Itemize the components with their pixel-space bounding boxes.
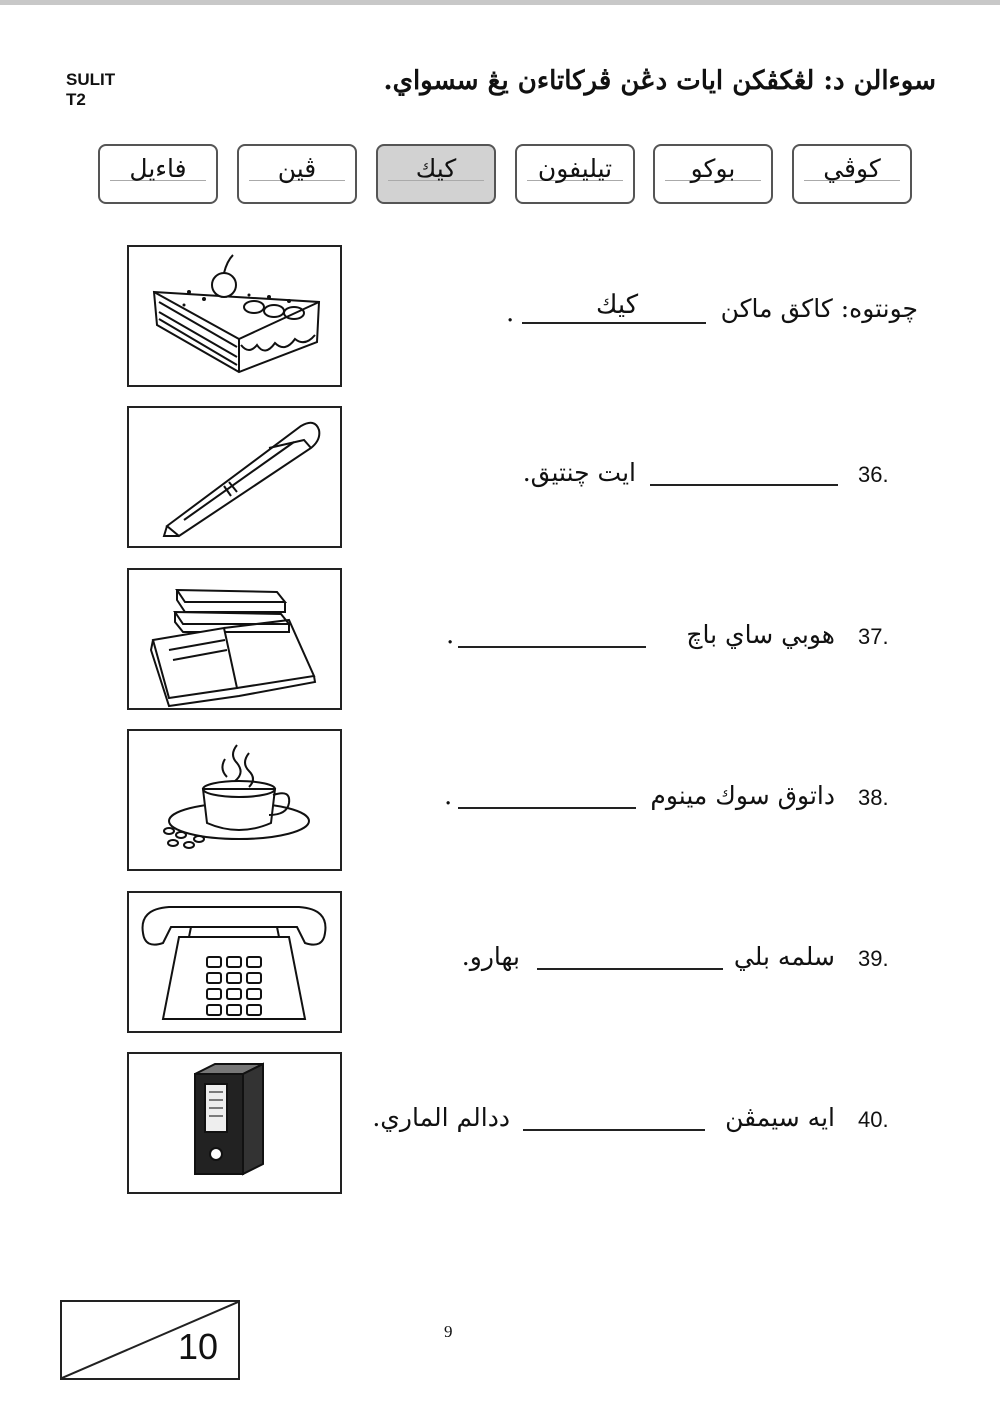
- question-36-number: 36.: [858, 462, 889, 487]
- coffee-cup-icon: [129, 731, 340, 869]
- sulit-label: SULIT: [66, 70, 116, 89]
- example-answer: كيك: [596, 290, 639, 320]
- question-40-blank[interactable]: [523, 1129, 705, 1131]
- word-label: كيك: [415, 154, 457, 183]
- question-39-end: بهارو.: [461, 942, 520, 971]
- question-36-text: ايت چنتيق.: [522, 458, 636, 487]
- question-37-end: .: [446, 620, 455, 650]
- pen-icon: [129, 408, 340, 546]
- word-box-6[interactable]: [98, 144, 218, 204]
- question-40-picture: [127, 1052, 342, 1194]
- question-39-blank[interactable]: [537, 968, 723, 970]
- example-label: چونتوه:: [840, 294, 918, 323]
- word-box-3[interactable]: [515, 144, 635, 204]
- word-label: كوڤي: [823, 154, 881, 183]
- word-label: بوكو: [690, 154, 736, 183]
- score-box: [60, 1300, 240, 1380]
- question-40-text: ايه سيمڤن: [725, 1103, 835, 1132]
- instruction-heading: سوءالن د: لڠكڤكن ايات دڠن ڤركاتاءن يڠ سسواي.: [383, 66, 936, 96]
- word-box-2[interactable]: [653, 144, 773, 204]
- example-sentence: كاكق ماكن: [720, 294, 833, 323]
- question-37-blank[interactable]: [458, 646, 646, 648]
- total-marks: 10: [177, 1326, 218, 1367]
- question-37-text: هوبي ساي باچ: [686, 620, 835, 649]
- word-label: ڤين: [277, 154, 317, 183]
- question-36-picture: [127, 406, 342, 548]
- question-40-number: 40.: [858, 1107, 889, 1132]
- question-38-number: 38.: [858, 785, 889, 810]
- question-38-end: .: [444, 781, 453, 811]
- example-picture: [127, 245, 342, 387]
- question-39-number: 39.: [858, 946, 889, 971]
- example-end: .: [506, 298, 515, 328]
- question-38-blank[interactable]: [458, 807, 636, 809]
- books-icon: [129, 570, 340, 708]
- example-blank: [522, 322, 706, 324]
- question-37-number: 37.: [858, 624, 889, 649]
- word-box-5[interactable]: [237, 144, 357, 204]
- question-36-blank[interactable]: [650, 484, 838, 486]
- word-label: تيليفون: [537, 154, 613, 183]
- file-binder-icon: [129, 1054, 340, 1192]
- question-39-picture: [127, 891, 342, 1033]
- example-text: [721, 294, 918, 323]
- page-number: 9: [444, 1322, 453, 1341]
- question-39-text: سلمه بلي: [733, 942, 835, 971]
- question-38-text: داتوق سوك مينوم: [650, 781, 835, 810]
- word-label: فاءيل: [129, 154, 187, 183]
- word-box-4-selected[interactable]: [376, 144, 496, 204]
- question-37-picture: [127, 568, 342, 710]
- header-label: [66, 70, 115, 110]
- paper-code: T2: [66, 90, 86, 109]
- word-box-1[interactable]: [792, 144, 912, 204]
- telephone-icon: [129, 893, 340, 1031]
- question-40-end: ددالم الماري.: [372, 1103, 510, 1132]
- question-38-picture: [127, 729, 342, 871]
- cake-icon: [129, 247, 340, 385]
- top-rule: [0, 0, 1000, 5]
